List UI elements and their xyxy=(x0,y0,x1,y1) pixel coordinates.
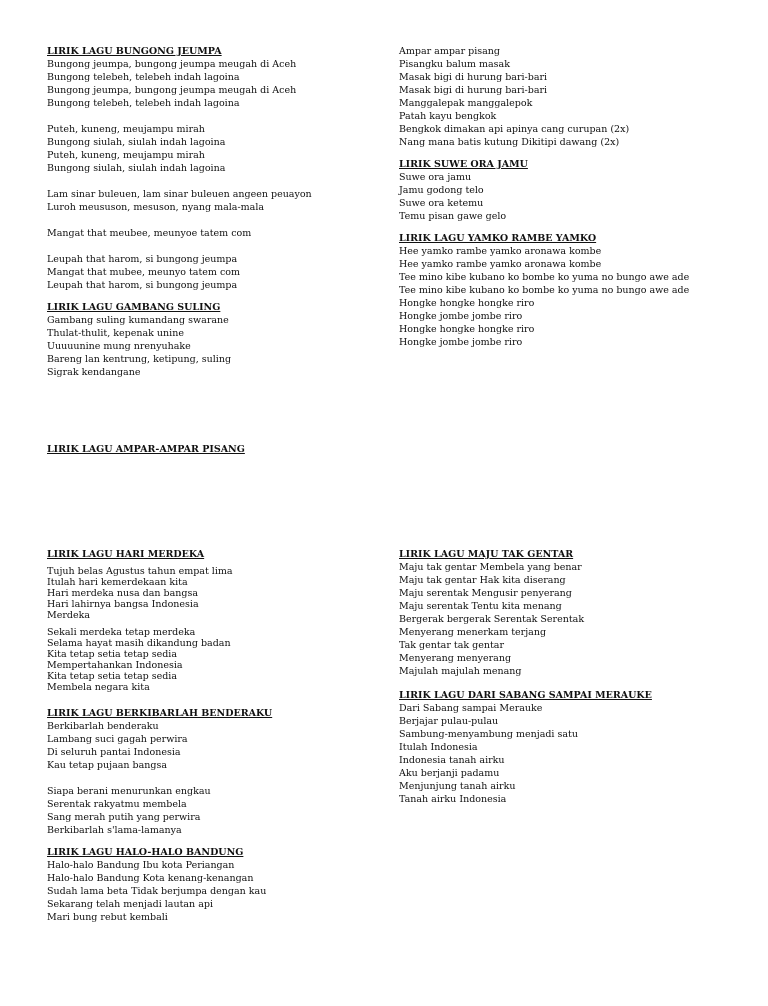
lyric-line: Kau tetap pujaan bangsa xyxy=(47,760,168,771)
lyric-line: Menjunjung tanah airku xyxy=(399,781,516,792)
lyric-line: Lambang suci gagah perwira xyxy=(47,734,188,745)
song-title: LIRIK LAGU DARI SABANG SAMPAI MERAUKE xyxy=(399,690,652,701)
left-column-top xyxy=(47,45,387,379)
lyric-line: Hari lahirnya bangsa Indonesia xyxy=(47,599,199,610)
left-column-bottom xyxy=(47,548,387,924)
lyric-line: Bungong jeumpa, bungong jeumpa meugah di Aceh xyxy=(47,59,297,70)
lyric-line: Serentak rakyatmu membela xyxy=(47,799,187,810)
lyric-line: Jamu godong telo xyxy=(399,185,484,196)
ampar-pisang-heading xyxy=(47,443,387,456)
song-title: LIRIK SUWE ORA JAMU xyxy=(399,159,528,170)
lyric-line: Itulah hari kemerdekaan kita xyxy=(47,577,188,588)
lyric-line: Selama hayat masih dikandung badan xyxy=(47,638,231,649)
lyric-line: Berjajar pulau-pulau xyxy=(399,716,499,727)
song-gambang-suling xyxy=(47,301,387,379)
lyric-line: Maju tak gentar Membela yang benar xyxy=(399,562,582,573)
song-title: LIRIK LAGU BUNGONG JEUMPA xyxy=(47,46,222,57)
lyric-line: Uuuuunine mung nrenyuhake xyxy=(47,341,191,352)
song-title: LIRIK LAGU YAMKO RAMBE YAMKO xyxy=(399,233,597,244)
song-title: LIRIK LAGU HALO-HALO BANDUNG xyxy=(47,847,244,858)
song-title: LIRIK LAGU AMPAR-AMPAR PISANG xyxy=(47,444,245,455)
lyric-line: Indonesia tanah airku xyxy=(399,755,505,766)
lyric-line: Masak bigi di hurung bari-bari xyxy=(399,85,548,96)
lyric-line: Patah kayu bengkok xyxy=(399,111,497,122)
song-title: LIRIK LAGU GAMBANG SULING xyxy=(47,302,221,313)
lyric-line: Dari Sabang sampai Merauke xyxy=(399,703,543,714)
lyric-line: Maju serentak Tentu kita menang xyxy=(399,601,562,612)
lyric-line: Hari merdeka nusa dan bangsa xyxy=(47,588,199,599)
lyric-line: Siapa berani menurunkan engkau xyxy=(47,786,211,797)
song-dari-sabang-sampai-merauke xyxy=(399,689,739,806)
lyric-line: Sang merah putih yang perwira xyxy=(47,812,201,823)
song-bungong-jeumpa xyxy=(47,45,387,292)
lyric-line: Maju tak gentar Hak kita diserang xyxy=(399,575,566,586)
song-suwe-ora-jamu xyxy=(399,158,739,223)
lyric-line: Leupah that harom, si bungong jeumpa xyxy=(47,280,238,291)
lyric-line: Sekali merdeka tetap merdeka xyxy=(47,627,196,638)
lyric-line: Berkibarlah s'lama-lamanya xyxy=(47,825,182,836)
lyric-line: Majulah majulah menang xyxy=(399,666,522,677)
lyric-line: Luroh meususon, mesuson, nyang mala-mala xyxy=(47,202,265,213)
song-title: LIRIK LAGU MAJU TAK GENTAR xyxy=(399,549,574,560)
song-ampar-pisang-lyrics xyxy=(399,45,739,149)
lyric-line: Mangat that meubee, meunyoe tatem com xyxy=(47,228,252,239)
lyric-line: Tanah airku Indonesia xyxy=(399,794,507,805)
lyric-line: Sekarang telah menjadi lautan api xyxy=(47,899,213,910)
right-column-top xyxy=(399,45,739,349)
lyric-line: Menyerang menyerang xyxy=(399,653,512,664)
lyric-line: Gambang suling kumandang swarane xyxy=(47,315,229,326)
lyric-line: Hongke jombe jombe riro xyxy=(399,337,523,348)
lyric-line: Tak gentar tak gentar xyxy=(399,640,505,651)
lyric-line: Merdeka xyxy=(47,610,91,621)
lyric-line: Suwe ora ketemu xyxy=(399,198,484,209)
song-yamko-rambe-yamko xyxy=(399,232,739,349)
song-berkibarlah-benderaku xyxy=(47,707,387,837)
lyric-line: Kita tetap setia tetap sedia xyxy=(47,649,177,660)
lyric-line: Masak bigi di hurung bari-bari xyxy=(399,72,548,83)
song-title: LIRIK LAGU HARI MERDEKA xyxy=(47,549,205,560)
lyric-line: Tee mino kibe kubano ko bombe ko yuma no bungo awe ade xyxy=(399,285,690,296)
lyric-line: Membela negara kita xyxy=(47,682,150,693)
lyric-line: Hee yamko rambe yamko aronawa kombe xyxy=(399,246,602,257)
lyric-line: Aku berjanji padamu xyxy=(399,768,500,779)
song-halo-halo-bandung xyxy=(47,846,387,924)
lyric-line: Pisangku balum masak xyxy=(399,59,510,70)
lyric-line: Bengkok dimakan api apinya cang curupan (2x) xyxy=(399,124,630,135)
lyric-line: Sudah lama beta Tidak berjumpa dengan kau xyxy=(47,886,267,897)
lyric-line: Mempertahankan Indonesia xyxy=(47,660,183,671)
lyric-line: Ampar ampar pisang xyxy=(399,46,501,57)
lyric-line: Puteh, kuneng, meujampu mirah xyxy=(47,124,205,135)
lyric-line: Lam sinar buleuen, lam sinar buleuen angeen peuayon xyxy=(47,189,312,200)
lyric-line: Halo-halo Bandung Ibu kota Periangan xyxy=(47,860,235,871)
lyric-line: Bungong siulah, siulah indah lagoina xyxy=(47,163,226,174)
lyric-line: Tee mino kibe kubano ko bombe ko yuma no bungo awe ade xyxy=(399,272,690,283)
lyric-line: Sigrak kendangane xyxy=(47,367,141,378)
lyric-line: Hongke hongke hongke riro xyxy=(399,298,535,309)
lyric-line: Mangat that mubee, meunyo tatem com xyxy=(47,267,240,278)
lyric-line: Manggalepak manggalepok xyxy=(399,98,533,109)
lyric-line: Berkibarlah benderaku xyxy=(47,721,159,732)
song-hari-merdeka xyxy=(47,548,387,693)
lyric-line: Suwe ora jamu xyxy=(399,172,472,183)
lyric-line: Sambung-menyambung menjadi satu xyxy=(399,729,578,740)
lyric-line: Bungong jeumpa, bungong jeumpa meugah di Aceh xyxy=(47,85,297,96)
song-maju-tak-gentar xyxy=(399,548,739,678)
lyric-line: Bungong siulah, siulah indah lagoina xyxy=(47,137,226,148)
lyric-line: Puteh, kuneng, meujampu mirah xyxy=(47,150,205,161)
lyric-line: Leupah that harom, si bungong jeumpa xyxy=(47,254,238,265)
lyric-line: Hee yamko rambe yamko aronawa kombe xyxy=(399,259,602,270)
lyric-line: Bungong telebeh, telebeh indah lagoina xyxy=(47,98,240,109)
lyric-line: Bareng lan kentrung, ketipung, suling xyxy=(47,354,232,365)
lyric-line: Hongke hongke hongke riro xyxy=(399,324,535,335)
lyric-line: Menyerang menerkam terjang xyxy=(399,627,547,638)
lyric-line: Nang mana batis kutung Dikitipi dawang (2x) xyxy=(399,137,620,148)
lyric-line: Mari bung rebut kembali xyxy=(47,912,168,923)
lyric-line: Tujuh belas Agustus tahun empat lima xyxy=(47,566,233,577)
lyric-line: Di seluruh pantai Indonesia xyxy=(47,747,181,758)
lyric-line: Maju serentak Mengusir penyerang xyxy=(399,588,572,599)
lyric-line: Bungong telebeh, telebeh indah lagoina xyxy=(47,72,240,83)
song-title: LIRIK LAGU BERKIBARLAH BENDERAKU xyxy=(47,708,273,719)
lyric-line: Thulat-thulit, kepenak unine xyxy=(47,328,184,339)
right-column-bottom xyxy=(399,548,739,806)
lyric-line: Temu pisan gawe gelo xyxy=(399,211,507,222)
lyric-line: Bergerak bergerak Serentak Serentak xyxy=(399,614,585,625)
lyric-line: Itulah Indonesia xyxy=(399,742,478,753)
lyric-line: Kita tetap setia tetap sedia xyxy=(47,671,177,682)
lyric-line: Halo-halo Bandung Kota kenang-kenangan xyxy=(47,873,254,884)
lyric-line: Hongke jombe jombe riro xyxy=(399,311,523,322)
